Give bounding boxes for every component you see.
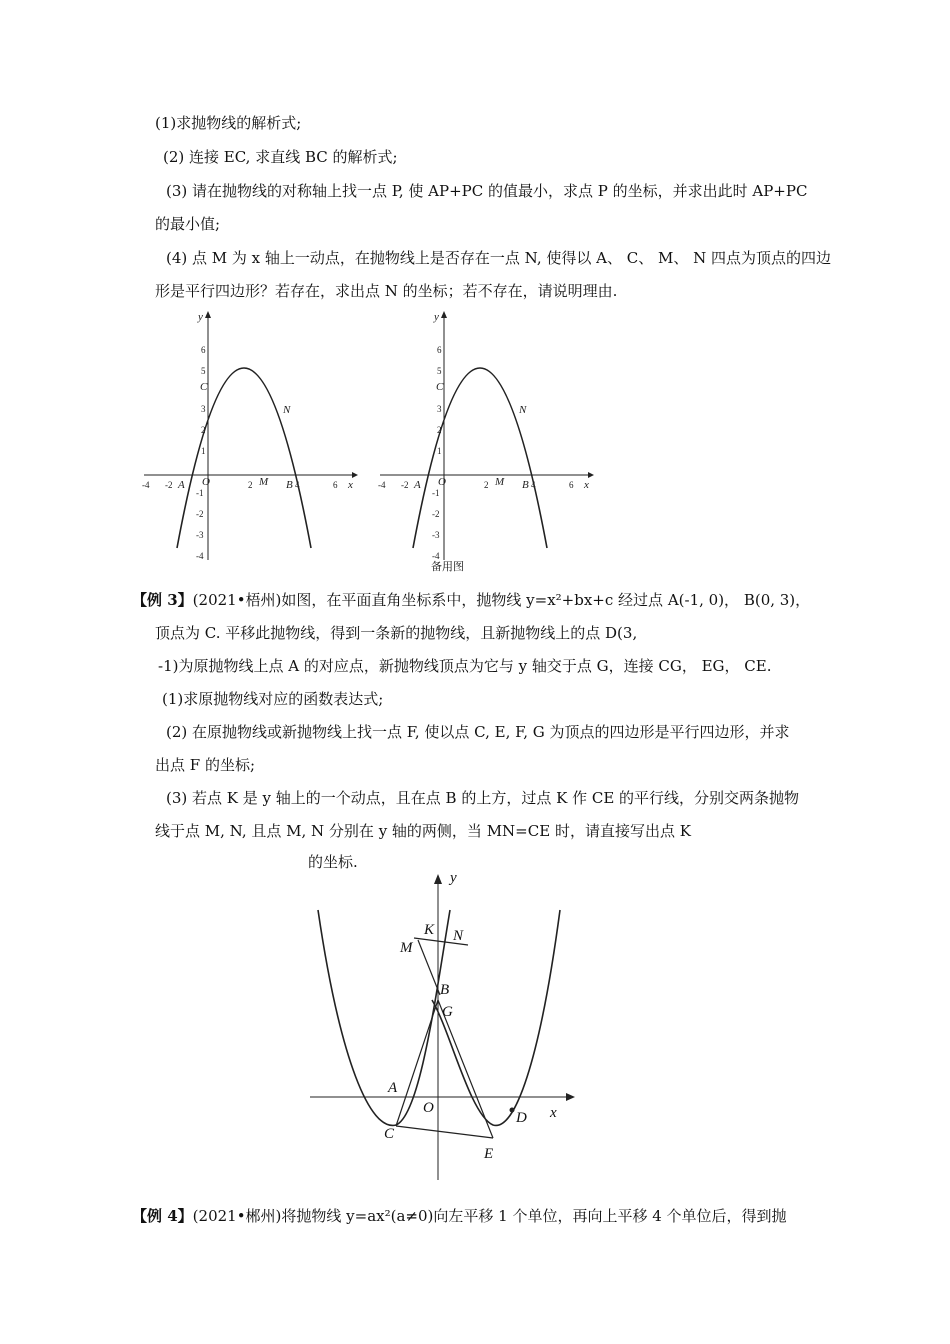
y-tick: 6 — [437, 345, 442, 355]
example-3-question-3-line-3: 的坐标. — [308, 853, 358, 871]
example-3-intro: (2021•梧州)如图，在平面直角坐标系中，抛物线 y=x²+bx+c 经过点 A(-1, 0)， B(0, 3)， — [192, 591, 811, 609]
point-m-label: M — [259, 476, 269, 488]
point-n-label: N — [519, 404, 527, 416]
y-tick: 3 — [201, 404, 206, 414]
y-tick: 5 — [201, 366, 206, 376]
fig3-point-n-label: N — [453, 928, 464, 944]
point-a-label: A — [178, 479, 185, 491]
x-tick: 6 — [333, 480, 338, 490]
x-tick: -2 — [401, 480, 409, 490]
question-4-line-2: 形是平行四边形？若存在，求出点 N 的坐标；若不存在，请说明理由. — [155, 282, 618, 300]
fig3-point-a-label: A — [388, 1080, 398, 1096]
point-c-label: C — [436, 381, 444, 393]
y-tick: 2 — [437, 425, 442, 435]
question-3-line-1: (3) 请在抛物线的对称轴上找一点 P, 使 AP+PC 的值最小，求点 P 的坐标，并求出此时 AP+PC — [166, 182, 808, 200]
y-tick: 3 — [437, 404, 442, 414]
point-b-label: B — [286, 479, 293, 491]
question-2: (2) 连接 EC, 求直线 BC 的解析式; — [163, 148, 398, 166]
question-3-line-2: 的最小值; — [155, 215, 221, 233]
y-tick: -3 — [196, 530, 204, 540]
question-1: (1)求抛物线的解析式; — [155, 114, 302, 132]
point-c-label: C — [200, 381, 208, 393]
example-3-question-3-line-2: 线于点 M, N, 且点 M, N 分别在 y 轴的两侧，当 MN=CE 时，请直接写出点 K — [155, 822, 691, 840]
example-3-figure — [300, 870, 600, 1185]
example-4-heading: 【例 4】 — [132, 1207, 193, 1225]
point-m-label: M — [495, 476, 505, 488]
x-axis-label: x — [348, 479, 353, 491]
y-tick: -1 — [196, 488, 204, 498]
example-3-question-2-line-2: 出点 F 的坐标; — [155, 756, 255, 774]
fig3-y-axis-label: y — [450, 870, 457, 886]
fig3-point-c-label: C — [384, 1126, 395, 1142]
x-tick: 4 — [531, 480, 536, 490]
fig3-point-e-label: E — [484, 1146, 494, 1162]
point-b-label: B — [522, 479, 529, 491]
fig3-x-axis-label: x — [550, 1105, 557, 1121]
spare-figure-caption: 备用图 — [431, 560, 464, 573]
parabola-graph-main — [140, 308, 390, 568]
example-3-question-3-line-1: (3) 若点 K 是 y 轴上的一个动点，且在点 B 的上方，过点 K 作 CE 的平行线，分别交两条抛物 — [166, 789, 800, 807]
y-axis-label: y — [198, 311, 203, 323]
x-tick: 4 — [295, 480, 300, 490]
y-tick: -1 — [432, 488, 440, 498]
example-3-heading: 【例 3】 — [132, 591, 193, 609]
example-3-line-2: 顶点为 C. 平移此抛物线，得到一条新的抛物线，且新抛物线上的点 D(3, — [155, 624, 638, 642]
y-tick: 6 — [201, 345, 206, 355]
point-a-label: A — [414, 479, 421, 491]
x-tick: -4 — [142, 480, 150, 490]
example-3-question-2-line-1: (2) 在原抛物线或新抛物线上找一点 F, 使以点 C, E, F, G 为顶点的四边形是平行四边形，并求 — [166, 723, 790, 741]
question-4-line-1: (4) 点 M 为 x 轴上一动点，在抛物线上是否存在一点 N, 使得以 A、 C、 M、 N 四点为顶点的四边 — [166, 249, 832, 267]
example-3-line-3: -1)为原抛物线上点 A 的对应点，新抛物线顶点为它与 y 轴交于点 G，连接 CG， EG， CE. — [158, 657, 772, 675]
x-tick: 6 — [569, 480, 574, 490]
fig3-point-d-label: D — [516, 1110, 527, 1126]
example-3-line-1 — [132, 590, 810, 610]
y-tick: -2 — [432, 509, 440, 519]
x-tick: 2 — [484, 480, 489, 490]
x-tick: 2 — [248, 480, 253, 490]
example-4-line-1 — [132, 1206, 787, 1226]
parabola-graph-spare — [376, 308, 626, 568]
y-axis-label: y — [434, 311, 439, 323]
point-n-label: N — [283, 404, 291, 416]
example-4-intro: (2021•郴州)将抛物线 y=ax²(a≠0)向左平移 1 个单位，再向上平移 4 个单位后，得到抛 — [192, 1207, 787, 1225]
y-tick: -2 — [196, 509, 204, 519]
origin-label: O — [202, 476, 210, 488]
y-tick: -4 — [196, 551, 204, 561]
fig3-point-m-label: M — [400, 940, 413, 956]
example-3-question-1: (1)求原抛物线对应的函数表达式; — [162, 690, 384, 708]
fig3-point-k-label: K — [424, 922, 435, 938]
fig3-point-b-label: B — [440, 982, 450, 998]
origin-label: O — [438, 476, 446, 488]
y-tick: 1 — [201, 446, 206, 456]
y-tick: 2 — [201, 425, 206, 435]
x-axis-label: x — [584, 479, 589, 491]
y-tick: -3 — [432, 530, 440, 540]
x-tick: -2 — [165, 480, 173, 490]
y-tick: -4 — [432, 551, 440, 561]
fig3-point-g-label: G — [442, 1004, 453, 1020]
y-tick: 1 — [437, 446, 442, 456]
fig3-origin-label: O — [423, 1100, 434, 1116]
y-tick: 5 — [437, 366, 442, 376]
x-tick: -4 — [378, 480, 386, 490]
